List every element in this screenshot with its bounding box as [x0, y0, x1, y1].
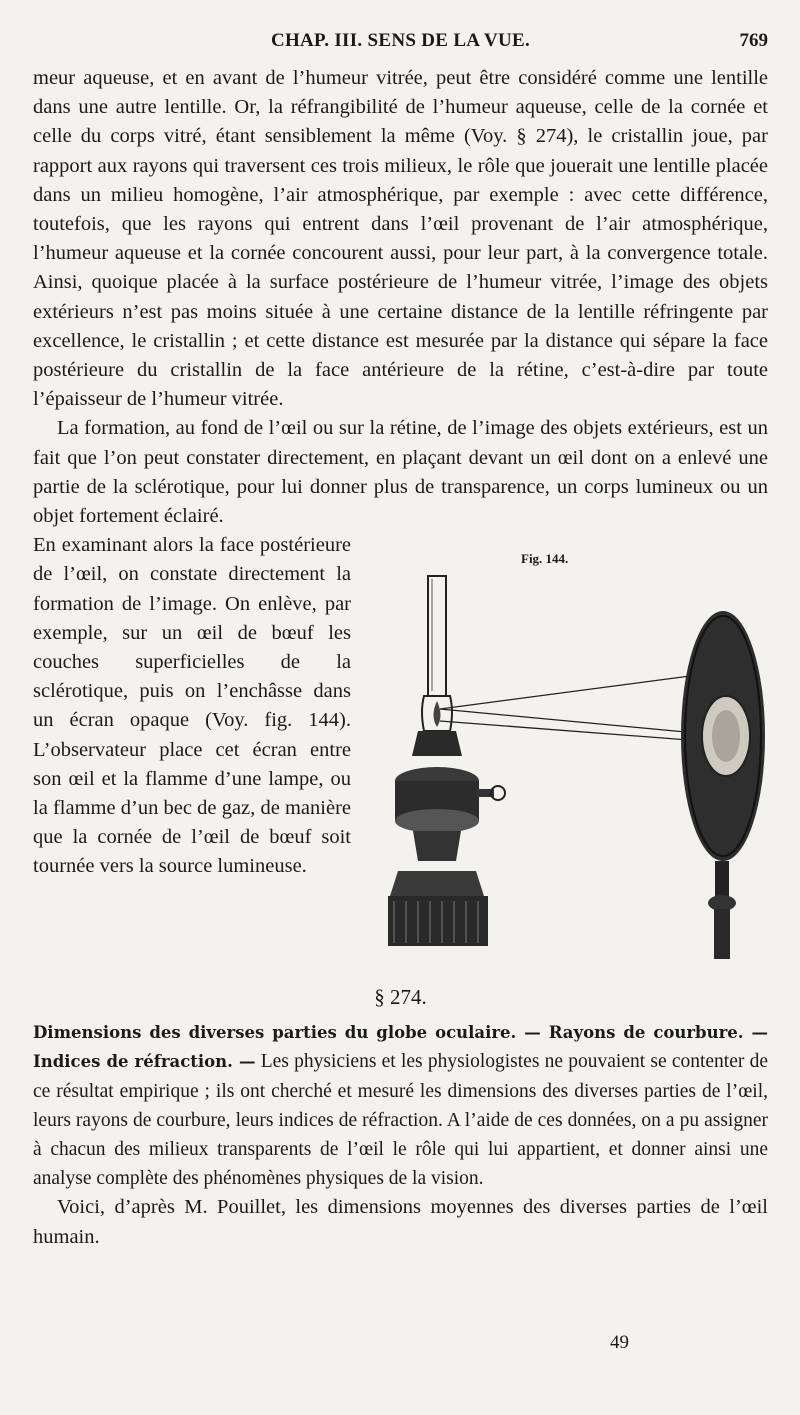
paragraph-1: meur aqueuse, et en avant de l’humeur vitrée, peut être considéré comme une lentille dans une autre lentille. Or, la réfrangibilité de l’humeur aqueuse, celle de la cornée et celle du corps vitré, étant sensiblement la même (Voy. § 274), le cristallin joue, par rapport aux rayons qui traversent ces trois milieux, le rôle que jouerait une lentille placée dans un milieu homogène, l’air atmosphérique, par exemple : avec cette différence, toutefois, que les rayons qui entrent dans l’œil provenant de l’air atmosphérique, l’humeur aqueuse et la cornée concourent aussi, pour leur part, à la convergence totale. Ainsi, quoique placée à la surface postérieure de l’humeur vitrée, l’image des objets extérieurs n’est pas moins située à une certaine distance de la lentille réfringente par excellence, le cristallin ; et cette distance est mesurée par la distance qui sépare la face postérieure du cristallin de la face antérieure de la rétine, c’est-à-dire par toute l’épaisseur de l’humeur vitrée. — [33, 67, 768, 411]
section-body: Les physiciens et les physiologistes ne pouvaient se contenter de ce résultat empirique ; ils ont cherché et mesuré les dimensions des diverses parties de l’œil, leurs rayons de courbure, leurs indices de réfraction. A l’aide de ces données, on a pu assigner à chacun des milieux transparents de l’œil le rôle qui lui appartient, et donner ainsi une analyse complète des phénomènes physiques de la vision. — [33, 1051, 768, 1190]
figure-144-illustration — [358, 531, 768, 971]
signature-mark: 49 — [610, 1332, 629, 1353]
paragraph-4: Voici, d’après M. Pouillet, les dimensions moyennes des diverses parties de l’œil humain. — [33, 1196, 768, 1248]
running-title: CHAP. III. SENS DE LA VUE. — [270, 30, 531, 51]
page — [33, 24, 768, 1252]
figure-label: Fig. 144. — [521, 551, 569, 567]
section-heading: Dimensions des diverses parties du globe oculaire. — Rayons de courbure. — Indices de réfraction. — — [33, 1023, 768, 1072]
page-header — [33, 24, 768, 64]
page-number: 769 — [739, 30, 768, 51]
section-paragraph — [33, 1018, 768, 1193]
section-number: § 274. — [374, 985, 427, 1010]
figure-block — [33, 531, 768, 976]
paragraph-2: La formation, au fond de l’œil ou sur la rétine, de l’image des objets extérieurs, est un fait que l’on peut constater directement, en plaçant devant un œil dont on a enlevé une partie de la sclérotique, pour lui donner plus de transparence, un corps lumineux ou un objet fortement éclairé. — [33, 417, 768, 528]
paragraph-2-continued: En examinant alors la face postérieure de l’œil, on constate directement la formation de l’image. On enlève, par exemple, sur un œil de bœuf les couches superficielles de la sclérotique, puis on l’enchâsse dans un écran opaque (Voy. fig. 144). L’observateur place cet écran entre son œil et la flamme d’une lampe, ou la flamme d’un bec de gaz, de manière que la cornée de l’œil de bœuf soit tournée vers la source lumineuse. — [33, 534, 351, 878]
